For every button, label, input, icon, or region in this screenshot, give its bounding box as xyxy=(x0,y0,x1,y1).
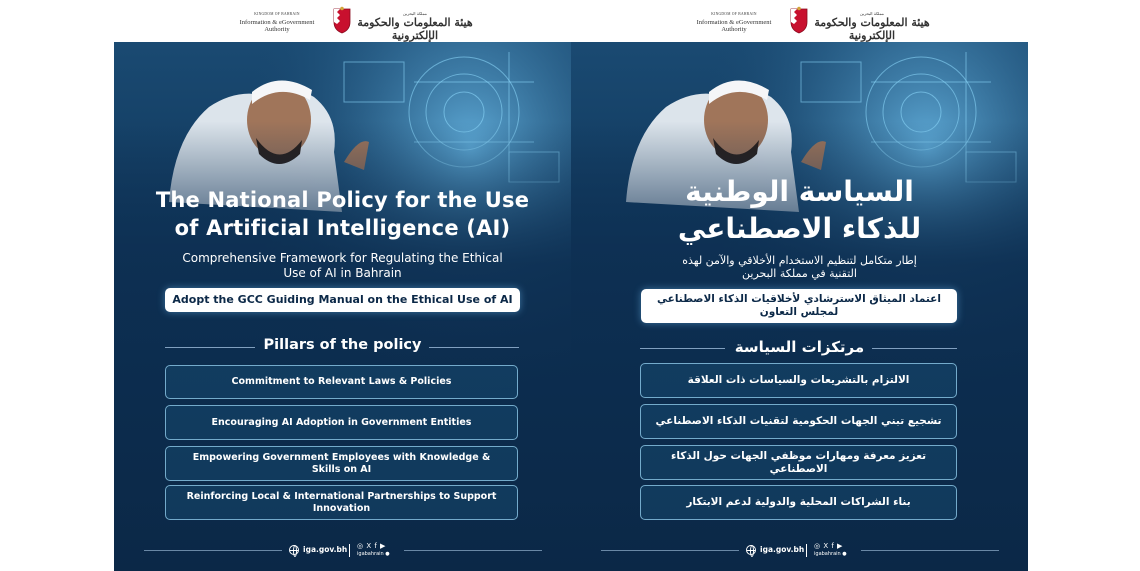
social-icons[interactable]: ◎ X f ▶ xyxy=(357,542,386,550)
divider-right xyxy=(429,347,519,348)
authority-line1: Information & eGovernment xyxy=(239,18,315,26)
authority-name-en xyxy=(681,11,787,34)
website-link[interactable]: iga.gov.bh xyxy=(303,545,348,554)
english-poster xyxy=(114,0,571,571)
social-handle: igabahrain ● xyxy=(357,551,390,557)
bahrain-crest-icon xyxy=(789,6,809,34)
callout-box: Adopt the GCC Guiding Manual on the Ethical Use of AI xyxy=(165,288,520,312)
section-title: Pillars of the policy xyxy=(263,337,422,353)
footer-divider xyxy=(349,544,350,557)
authority-name-ar xyxy=(813,11,931,42)
website-link[interactable]: iga.gov.bh xyxy=(760,545,805,554)
callout-box xyxy=(641,289,957,323)
social-icons[interactable]: ◎ X f ▶ xyxy=(814,542,843,550)
subtitle xyxy=(571,254,1028,280)
bahrain-crest-icon xyxy=(332,6,352,34)
authority-line2: Authority xyxy=(721,26,747,33)
pillar-card-1: الالتزام بالتشريعات والسياسات ذات العلاقة xyxy=(640,363,957,398)
divider-right xyxy=(872,348,957,349)
authority-line1: Information & eGovernment xyxy=(696,18,772,26)
authority-ar: هيئة المعلومات والحكومة الإلكترونية xyxy=(357,16,473,42)
footer-divider xyxy=(806,544,807,557)
subtitle-line1: Comprehensive Framework for Regulating the Ethical xyxy=(182,251,503,265)
subtitle-line1: إطار متكامل لتنظيم الاستخدام الأخلاقي والآمن لهذه xyxy=(682,254,917,267)
subtitle xyxy=(114,251,571,281)
globe-icon xyxy=(289,545,299,555)
pillar-card-2: Encouraging AI Adoption in Government Entities xyxy=(165,405,518,440)
subtitle-line2: التقنية في مملكة البحرين xyxy=(742,267,857,280)
title-line1: The National Policy for the Use xyxy=(155,188,530,212)
page-title xyxy=(114,186,571,242)
arabic-poster xyxy=(571,0,1028,571)
pillar-card-3: Empowering Government Employees with Knowledge & Skills on AI xyxy=(165,446,518,481)
title-line2: of Artificial Intelligence (AI) xyxy=(174,216,511,240)
logo-header xyxy=(571,0,1028,42)
authority-line2: Authority xyxy=(264,26,290,33)
subtitle-line2: Use of AI in Bahrain xyxy=(283,266,402,280)
social-handle: igabahrain ● xyxy=(814,551,847,557)
callout-line2: لمجلس التعاون xyxy=(759,306,839,318)
kingdom-label: KINGDOM OF BAHRAIN xyxy=(711,12,757,16)
page-title xyxy=(571,173,1028,247)
poster-background xyxy=(571,42,1028,571)
pillar-card-2: تشجيع تبني الجهات الحكومية لتقنيات الذكاء الاصطناعي xyxy=(640,404,957,439)
kingdom-label-ar: مملكة البحرين xyxy=(860,11,884,16)
title-line2: للذكاء الاصطناعي xyxy=(677,212,922,245)
kingdom-label: KINGDOM OF BAHRAIN xyxy=(254,12,300,16)
authority-name-en xyxy=(224,11,330,34)
logo-header xyxy=(114,0,571,42)
section-title: مرتكزات السياسة xyxy=(734,338,865,356)
poster-background xyxy=(114,42,571,571)
pillar-card-1: Commitment to Relevant Laws & Policies xyxy=(165,365,518,399)
title-line1: السياسة الوطنية xyxy=(685,175,914,208)
kingdom-label-ar: مملكة البحرين xyxy=(403,11,427,16)
footer xyxy=(571,541,1028,561)
pillar-card-3: تعزيز معرفة ومهارات موظفي الجهات حول الذكاء الاصطناعي xyxy=(640,445,957,480)
pillar-card-4: بناء الشراكات المحلية والدولية لدعم الابتكار xyxy=(640,485,957,520)
footer xyxy=(114,541,571,561)
pillar-card-4: Reinforcing Local & International Partnerships to Support Innovation xyxy=(165,485,518,520)
authority-name-ar xyxy=(356,11,474,42)
callout-line1: اعتماد الميثاق الاسترشادي لأخلاقيات الذكاء الاصطناعي xyxy=(657,293,941,305)
globe-icon xyxy=(746,545,756,555)
authority-ar: هيئة المعلومات والحكومة الإلكترونية xyxy=(814,16,930,42)
